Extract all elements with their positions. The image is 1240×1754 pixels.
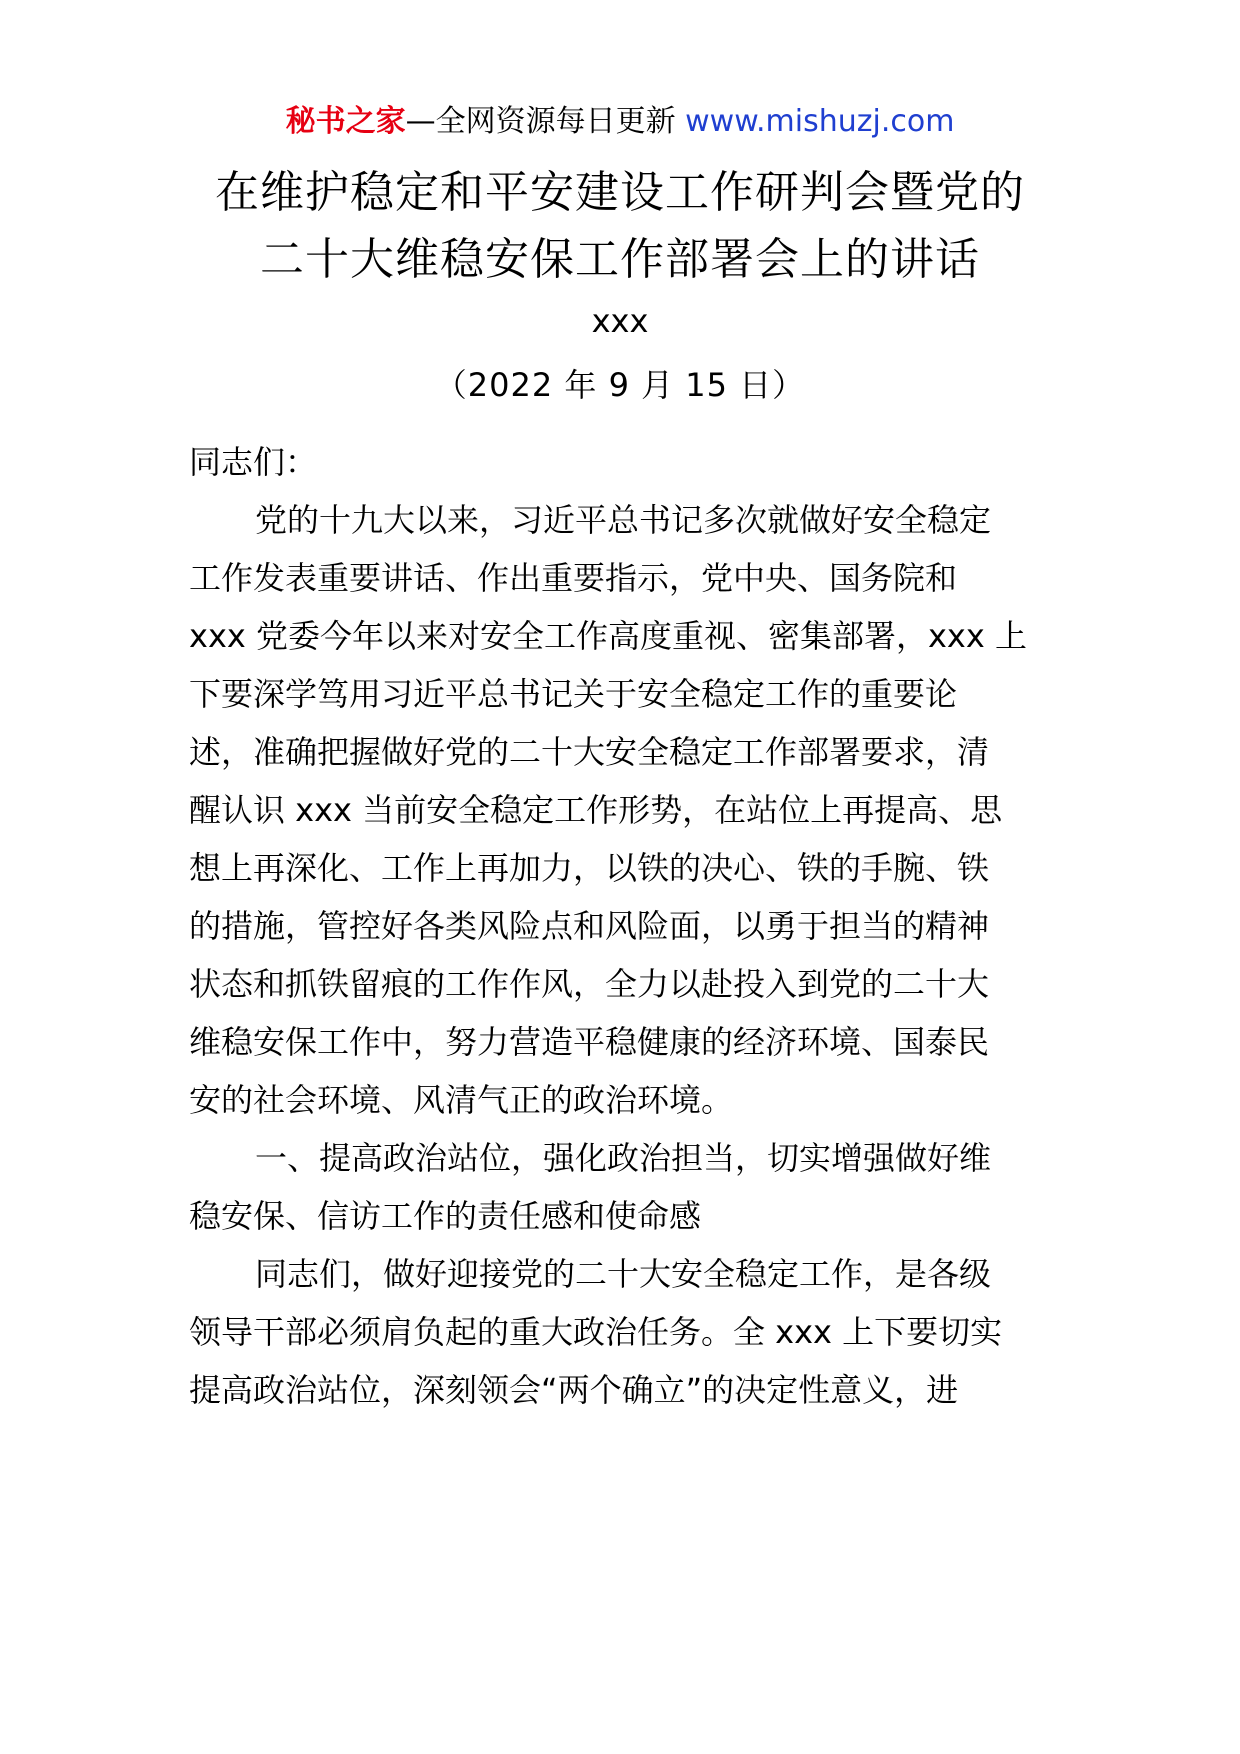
paragraph-1-line: 状态和抓铁留痕的工作作风，全力以赴投入到党的二十大 (189, 965, 990, 1003)
paragraph-2-line: 提高政治站位，深刻领会“两个确立”的决定性意义，进 (189, 1371, 959, 1409)
author: xxx (591, 302, 649, 340)
section-heading-1: 一、提高政治站位，强化政治担当，切实增强做好维 (255, 1139, 992, 1177)
document-title-line-2: 二十大维稳安保工作部署会上的讲话 (260, 234, 980, 285)
paragraph-1-line: 的措施，管控好各类风险点和风险面，以勇于担当的精神 (189, 907, 990, 945)
brand-name: 秘书之家 (285, 104, 406, 139)
paragraph-1-line: 工作发表重要讲话、作出重要指示，党中央、国务院和 (189, 559, 958, 597)
paragraph-1-line: xxx 党委今年以来对安全工作高度重视、密集部署，xxx 上 (189, 617, 1027, 655)
site-banner (0, 100, 1240, 144)
paragraph-2-line: 领导干部必须肩负起的重大政治任务。全 xxx 上下要切实 (189, 1313, 1003, 1351)
paragraph-1-line: 安的社会环境、风清气正的政治环境。 (189, 1081, 734, 1119)
site-url-link[interactable]: www.mishuzj.com (685, 104, 955, 139)
paragraph-1-line: 述，准确把握做好党的二十大安全稳定工作部署要求，清 (189, 733, 990, 771)
paragraph-1-line: 维稳安保工作中，努力营造平稳健康的经济环境、国泰民 (189, 1023, 990, 1061)
paragraph-1-line: 醒认识 xxx 当前安全稳定工作形势，在站位上再提高、思 (189, 791, 1003, 829)
paragraph-2-line: 同志们，做好迎接党的二十大安全稳定工作，是各级 (255, 1255, 992, 1293)
paragraph-1-line: 党的十九大以来，习近平总书记多次就做好安全稳定 (255, 501, 992, 539)
banner-slogan: —全网资源每日更新 (405, 104, 686, 139)
speech-date: （2022 年 9 月 15 日） (434, 366, 806, 404)
paragraph-1-line: 想上再深化、工作上再加力，以铁的决心、铁的手腕、铁 (189, 849, 990, 887)
paragraph-1-line: 下要深学笃用习近平总书记关于安全稳定工作的重要论 (189, 675, 958, 713)
document-title-line-1: 在维护稳定和平安建设工作研判会暨党的 (215, 167, 1025, 218)
salutation: 同志们： (189, 443, 318, 481)
section-heading-1: 稳安保、信访工作的责任感和使命感 (189, 1197, 702, 1235)
